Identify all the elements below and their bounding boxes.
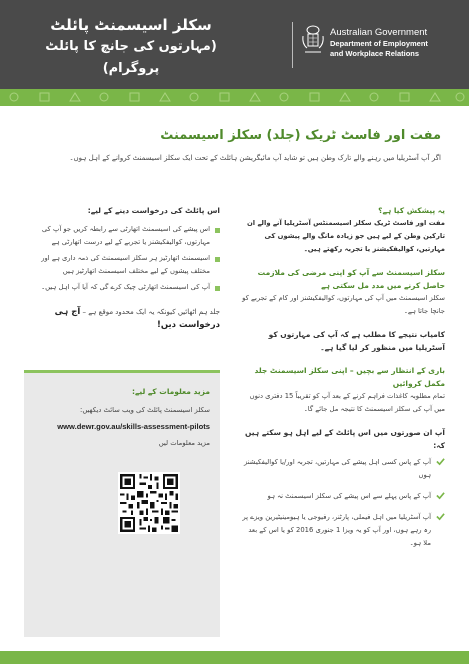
- eligible-list: [240, 456, 445, 550]
- gov-line1: Australian Government: [330, 27, 428, 38]
- list-item: اس پیشے کی اسیسمنٹ اتھارٹی سے رابطہ کریں جو آپ کی مہارتوں، کوالیفکیشنز یا تجربے کے لیے درست اتھارٹی ہے: [24, 223, 220, 249]
- cta-text: جلد ہم اٹھائیں کیونکہ یہ ایک محدود موقع ہے –: [82, 308, 220, 316]
- list-item: اسیسمنٹ اتھارٹیز ہر سکلز اسیسمنٹ کی ذمہ داری ہے اور مختلف پیشوں کے لیے مختلف اسیسمنٹ اتھارٹیز ہیں: [24, 252, 220, 278]
- apply-heading: اس پائلٹ کی درخواست دینے کے لیے:: [87, 206, 220, 215]
- header-title: [21, 14, 241, 80]
- eligible-heading: آپ ان صورتوں میں اس پائلٹ کے لیے اہل ہو سکتے ہیں کہ:: [245, 428, 445, 450]
- gov-line3: and Workplace Relations: [330, 49, 420, 58]
- what-body: مفت اور فاسٹ ٹریک سکلز اسیسمنٹس آسٹریلیا آنے والے ان تارکین وطن کے لیے ہیں جو زیادہ مانگ والے پیشوں کی مہارتیں، کوالیفکیشنز یا تجربہ رکھتے ہیں۔: [246, 219, 445, 253]
- coat-of-arms-icon: [301, 22, 325, 56]
- apply-list: [24, 223, 220, 294]
- header-divider: [292, 22, 293, 68]
- wait-body: تمام مطلوبہ کاغذات فراہم کرنے کے بعد آپ کو تقریباً 15 دفتری دنوں میں آپ کی سکلز اسیسمنٹ کا نتیجہ مل جائے گا۔: [249, 392, 445, 413]
- cta-strong-text: آج ہی درخواست دیں!: [54, 307, 220, 330]
- checkmark-icon: [436, 457, 445, 466]
- intro-text: اگر آپ آسٹریلیا میں رہنے والے تارک وطن ہیں تو شاید آپ مائیگریشن ہائلٹ کے تحت ایک سکلز اسیسمنٹ کروانے کے اہل ہوں۔: [69, 154, 441, 162]
- list-item: آپ کی اسیسمنٹ اتھارٹی چیک کرے گی کہ آیا آپ اہل ہیں۔: [24, 281, 220, 294]
- list-item: [240, 511, 445, 550]
- info-text: سکلز اسیسمنٹ پائلٹ کی ویب سائٹ دیکھیں:: [80, 406, 210, 414]
- checkmark-icon: [436, 491, 445, 500]
- checkmark-icon: [436, 512, 445, 521]
- apply-column: [24, 204, 220, 332]
- gov-line2: Department of Employment: [330, 39, 428, 48]
- header-title-line1: سکلز اسیسمنٹ پائلٹ: [50, 16, 212, 34]
- eligible-item-text: آپ کے پاس کسی اہل پیشے کی مہارتیں، تجربہ اور/یا کوالیفکیشنز ہوں: [243, 458, 431, 479]
- info-heading: مزید معلومات کے لیے:: [132, 387, 210, 396]
- info-more-text: مزید معلومات لیں: [158, 439, 210, 447]
- call-to-action: [24, 306, 220, 332]
- pattern-icons: [0, 89, 469, 106]
- help-heading: سکلز اسیسمنٹ سے آپ کو اپنی مرضی کی ملازمت حاصل کرنے میں مدد مل سکتی ہے: [257, 268, 445, 290]
- main-title: مفت اور فاسٹ ٹریک (جلد) سکلز اسیسمنٹ: [160, 128, 441, 143]
- list-item: [240, 456, 445, 482]
- eligible-item-text: آپ آسٹریلیا میں اہل فیملی، پارٹنر، رفیوجی یا ہیومینیٹیرین ویزے پر رہ رہے ہوں، اور آپ کو یہ ویزا 1 جنوری 2016 کو یا اس کے بعد ملا ہو۔: [242, 513, 431, 547]
- list-item: [240, 490, 445, 503]
- success-heading: کامیاب نتیجے کا مطلب ہے کہ آپ کی مہارتوں کو آسٹریلیا میں منظور کر لیا گیا ہے۔: [268, 330, 445, 352]
- wait-heading: باری کے انتظار سے بچیں – اپنی سکلز اسیسمنٹ جلد مکمل کروائیں: [254, 366, 445, 388]
- info-url-link[interactable]: www.dewr.gov.au/skills-assessment-pilots: [57, 422, 210, 431]
- qr-code-icon[interactable]: [118, 472, 180, 534]
- header-title-line2: (مہارتوں کی جانچ کا پائلٹ پروگرام): [45, 39, 217, 76]
- help-body: سکلز اسیسمنٹ میں آپ کی مہارتوں، کوالیفکیشنز اور کام کے تجربے کو جانچا جاتا ہے۔: [242, 294, 445, 315]
- what-heading: یہ پیشکش کیا ہے؟: [378, 206, 445, 215]
- header-banner: [0, 0, 469, 89]
- government-logo-text: [330, 26, 428, 59]
- footer-band: [0, 651, 469, 664]
- info-column: [240, 204, 445, 560]
- pattern-band: [0, 89, 469, 106]
- eligible-item-text: آپ کے پاس پہلے سے اس پیشے کی سکلز اسیسمنٹ نہ ہو: [267, 492, 431, 500]
